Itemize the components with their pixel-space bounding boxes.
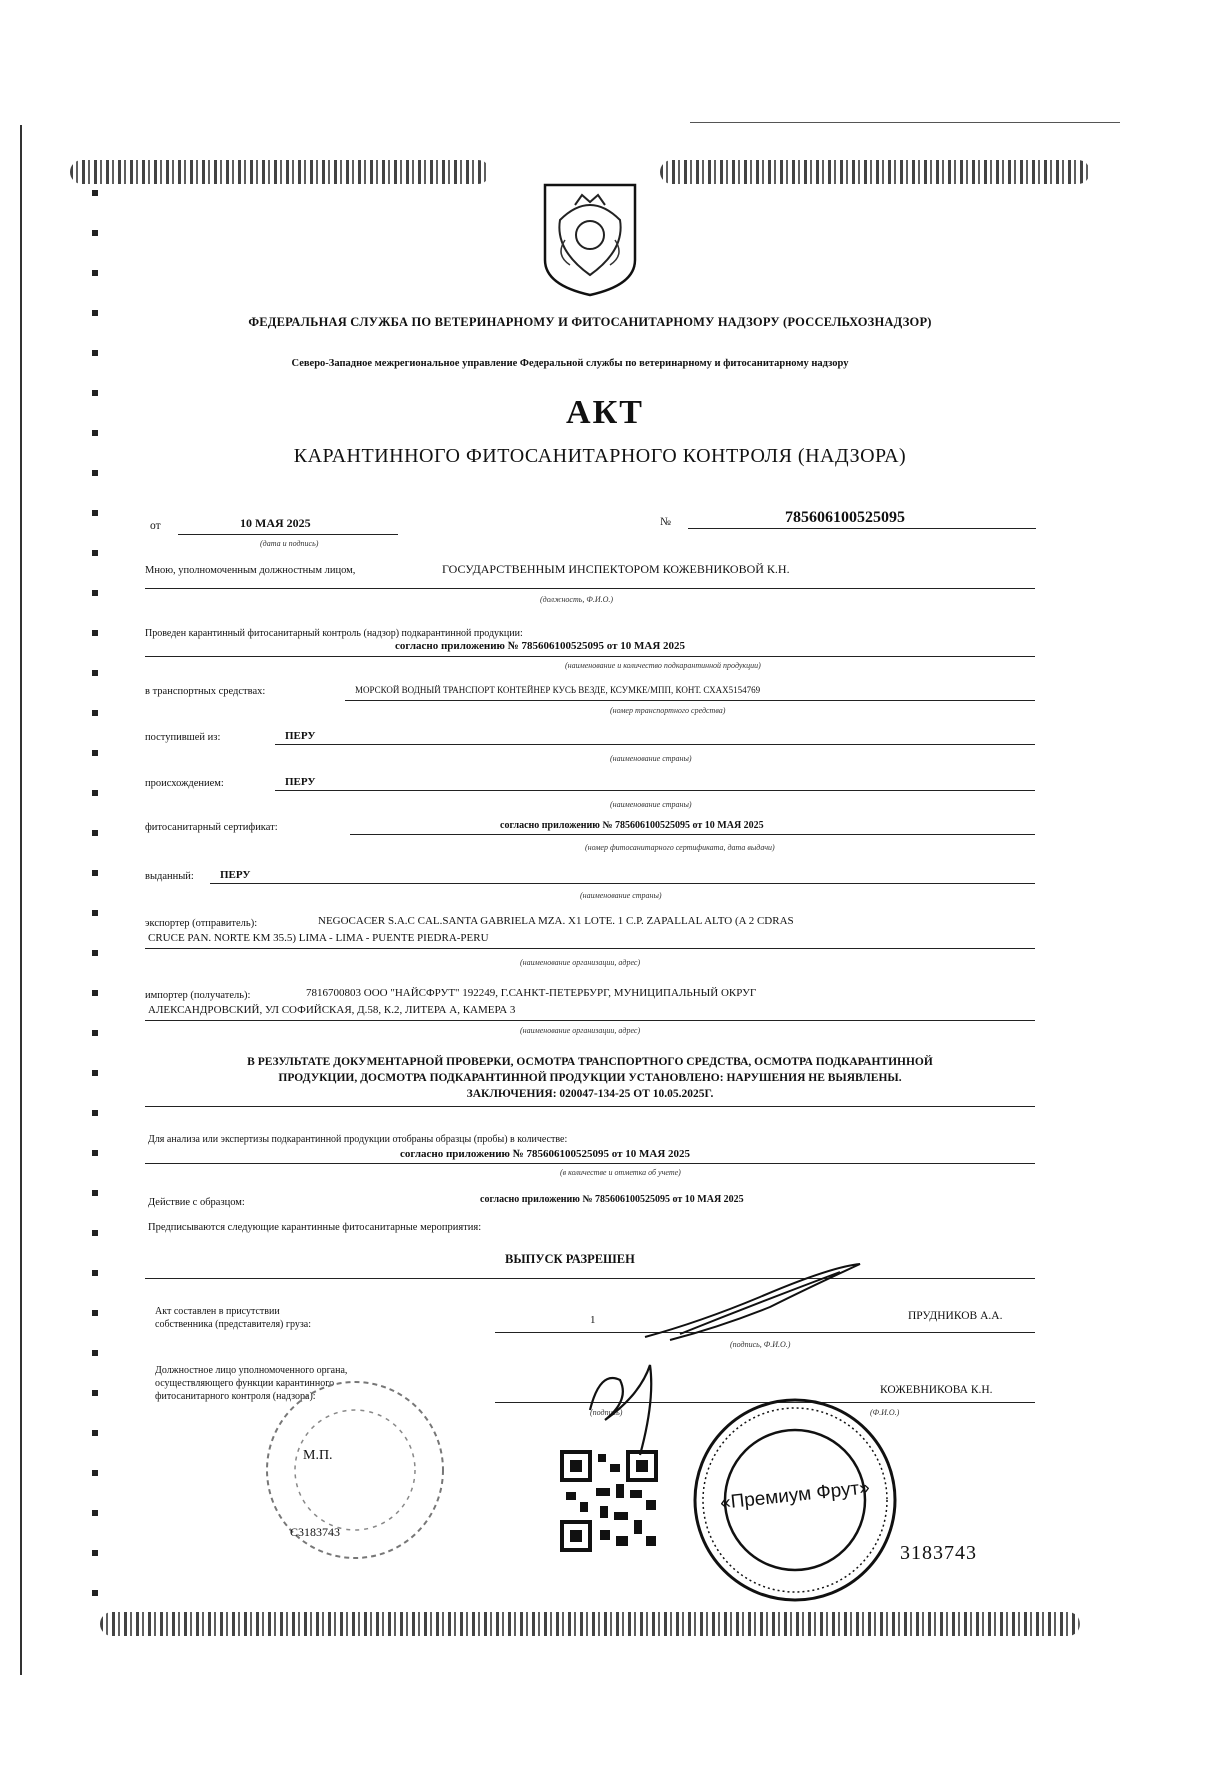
result-line3: ЗАКЛЮЧЕНИЯ: 020047-134-25 ОТ 10.05.2025Г.: [466, 1088, 714, 1100]
arrived-label: поступившей из:: [145, 732, 221, 743]
inspector-value: ГОСУДАРСТВЕННЫМ ИНСПЕКТОРОМ КОЖЕВНИКОВОЙ К.Н.: [442, 562, 790, 576]
official-round-stamp: [260, 1375, 450, 1565]
owner-mark: 1: [590, 1314, 596, 1326]
official-label-2: осуществляющего функции карантинного: [155, 1378, 335, 1389]
measures-value: ВЫПУСК РАЗРЕШЕН: [505, 1252, 635, 1266]
official-label-1: Должностное лицо уполномоченного органа,: [155, 1365, 348, 1376]
date-label: от: [150, 520, 161, 532]
official-hint-sign: (подпись): [590, 1408, 623, 1417]
issued-line: [210, 883, 1035, 884]
result-line2: ПРОДУКЦИИ, ДОСМОТРА ПОДКАРАНТИННОЙ ПРОДУКЦИИ УСТАНОВЛЕНО: НАРУШЕНИЯ НЕ ВЫЯВЛЕНЫ.: [278, 1072, 902, 1084]
date-line: [178, 534, 398, 535]
page-edge-line: [20, 125, 22, 1675]
coat-of-arms-emblem: [540, 180, 640, 300]
control-label: Проведен карантинный фитосанитарный контроль (надзор) подкарантинной продукции:: [145, 628, 523, 639]
exporter-line1: NEGOCACER S.A.C CAL.SANTA GABRIELA MZA. X1 LOTE. 1 C.P. ZAPALLAL ALTO (A 2 CDRAS: [318, 915, 794, 927]
origin-value: ПЕРУ: [285, 776, 316, 788]
owner-name: ПРУДНИКОВ А.А.: [908, 1310, 1003, 1322]
date-value: 10 МАЯ 2025: [240, 516, 311, 530]
exporter-hint: (наименование организации, адрес): [520, 958, 641, 967]
transport-value: МОРСКОЙ ВОДНЫЙ ТРАНСПОРТ КОНТЕЙНЕР КУСЬ ВЕЗДЕ, КСУМКЕ/МПП, КОНТ. СХАХ5154769: [355, 685, 761, 695]
exporter-label: экспортер (отправитель):: [145, 918, 258, 929]
date-hint: (дата и подпись): [260, 539, 319, 548]
inspector-hint: (должность, Ф.И.О.): [540, 595, 614, 604]
owner-hint: (подпись, Ф.И.О.): [730, 1340, 791, 1349]
arrived-value: ПЕРУ: [285, 730, 316, 742]
owner-label-1: Акт составлен в присутствии: [155, 1306, 280, 1317]
certificate-hint: (номер фитосанитарного сертификата, дата выдачи): [585, 843, 775, 852]
arrived-line: [275, 744, 1035, 745]
document-title: АКТ: [566, 394, 644, 431]
control-hint: (наименование и количество подкарантинной продукции): [565, 661, 761, 670]
result-underline: [145, 1106, 1035, 1107]
form-code: C3183743: [290, 1525, 341, 1539]
form-number: 3183743: [900, 1542, 977, 1564]
issued-label: выданный:: [145, 871, 194, 882]
samples-hint: (в количестве и отметка об учете): [560, 1168, 681, 1177]
origin-label: происхождением:: [145, 778, 224, 789]
measures-line: [145, 1278, 1035, 1279]
department-name: Северо-Западное межрегиональное управление Федеральной службы по ветеринарному и фитосанитарному надзору: [291, 358, 849, 369]
exporter-line2: CRUCE PAN. NORTE KM 35.5) LIMA - LIMA - PUENTE PIEDRA-PERU: [148, 932, 489, 944]
agency-name: ФЕДЕРАЛЬНАЯ СЛУЖБА ПО ВЕТЕРИНАРНОМУ И ФИТОСАНИТАРНОМУ НАДЗОРУ (РОССЕЛЬХОЗНАДЗОР): [248, 315, 932, 329]
inspector-line: [145, 588, 1035, 589]
arrived-hint: (наименование страны): [610, 754, 692, 763]
owner-label-2: собственника (представителя) груза:: [155, 1319, 312, 1330]
certificate-line: [350, 834, 1035, 835]
importer-label: импортер (получатель):: [145, 990, 251, 1001]
action-label: Действие с образцом:: [148, 1197, 245, 1208]
control-value: согласно приложению № 785606100525095 от 10 МАЯ 2025: [395, 640, 686, 652]
official-hint-name: (Ф.И.О.): [870, 1408, 900, 1417]
owner-signature: [640, 1262, 870, 1347]
certificate-value: согласно приложению № 785606100525095 от 10 МАЯ 2025: [500, 820, 764, 831]
bottom-ornament: [100, 1612, 1080, 1636]
official-name: КОЖЕВНИКОВА К.Н.: [880, 1384, 993, 1396]
importer-line2: АЛЕКСАНДРОВСКИЙ, УЛ СОФИЙСКАЯ, Д.58, К.2, ЛИТЕРА А, КАМЕРА 3: [148, 1004, 516, 1016]
origin-line: [275, 790, 1035, 791]
action-value: согласно приложению № 785606100525095 от 10 МАЯ 2025: [480, 1194, 744, 1205]
samples-line: [145, 1163, 1035, 1164]
importer-line1: 7816700803 ООО "НАЙСФРУТ" 192249, Г.САНКТ-ПЕТЕРБУРГ, МУНИЦИПАЛЬНЫЙ ОКРУГ: [306, 987, 757, 999]
mp-label: М.П.: [303, 1448, 333, 1463]
inspector-label: Мною, уполномоченным должностным лицом,: [145, 565, 356, 576]
origin-hint: (наименование страны): [610, 800, 692, 809]
official-signature: [580, 1350, 690, 1460]
measures-label: Предписываются следующие карантинные фитосанитарные мероприятия:: [148, 1222, 482, 1233]
issued-hint: (наименование страны): [580, 891, 662, 900]
certificate-label: фитосанитарный сертификат:: [145, 822, 278, 833]
number-label: №: [660, 516, 671, 528]
importer-line: [145, 1020, 1035, 1021]
top-ornament-left: [70, 160, 490, 184]
control-line: [145, 656, 1035, 657]
number-value: 785606100525095: [785, 509, 905, 526]
transport-hint: (номер транспортного средства): [610, 706, 726, 715]
samples-label: Для анализа или экспертизы подкарантинной продукции отобраны образцы (пробы) в количестве:: [148, 1134, 568, 1145]
transport-line: [345, 700, 1035, 701]
top-ornament-right: [660, 160, 1090, 184]
samples-value: согласно приложению № 785606100525095 от 10 МАЯ 2025: [400, 1148, 691, 1160]
stamp-company-name: «Премиум Фрут»: [719, 1477, 871, 1514]
official-label-3: фитосанитарного контроля (надзора):: [155, 1391, 316, 1402]
issued-value: ПЕРУ: [220, 869, 251, 881]
transport-label: в транспортных средствах:: [145, 686, 266, 697]
top-edge-line: [690, 122, 1120, 123]
number-line: [688, 528, 1036, 529]
document-subtitle: КАРАНТИННОГО ФИТОСАНИТАРНОГО КОНТРОЛЯ (НАДЗОРА): [293, 445, 907, 467]
qr-code: [560, 1450, 660, 1555]
result-line1: В РЕЗУЛЬТАТЕ ДОКУМЕНТАРНОЙ ПРОВЕРКИ, ОСМОТРА ТРАНСПОРТНОГО СРЕДСТВА, ОСМОТРА ПОДКАРАНТИННОЙ: [247, 1056, 933, 1068]
exporter-line: [145, 948, 1035, 949]
importer-hint: (наименование организации, адрес): [520, 1026, 641, 1035]
